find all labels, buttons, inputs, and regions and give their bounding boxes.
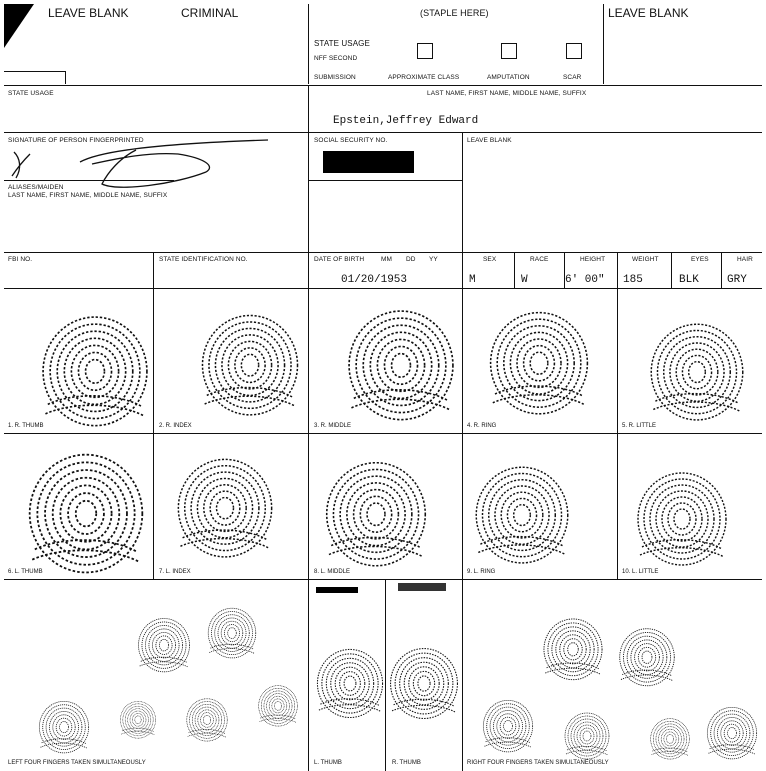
staple-here-label: (STAPLE HERE) (420, 8, 489, 18)
race-label: RACE (530, 256, 549, 263)
r-thumb-flat-label: R. THUMB (392, 760, 421, 766)
fingerprint-r-index (196, 298, 304, 428)
fingerprint-l-little (632, 462, 732, 572)
submission-label: SUBMISSION (314, 74, 356, 81)
state-id-label: STATE IDENTIFICATION NO. (159, 256, 248, 263)
weight-label: WEIGHT (632, 256, 659, 263)
finger-label-l-little: 10. L. LITTLE (622, 569, 659, 575)
state-usage-header-label: STATE USAGE (314, 39, 370, 48)
fingerprint-right-four-3 (562, 706, 612, 764)
approximate-class-label: APPROXIMATE CLASS (388, 74, 460, 81)
fingerprint-right-four-5 (648, 712, 692, 764)
dob-mm-label: MM (381, 256, 393, 263)
fingerprint-left-four-6 (256, 676, 300, 734)
fingerprint-r-thumb-flat (386, 612, 462, 752)
sex-label: SEX (483, 256, 497, 263)
finger-label-l-ring: 9. L. RING (467, 569, 496, 575)
signature-label: SIGNATURE OF PERSON FINGERPRINTED (8, 137, 144, 144)
fingerprint-r-little (644, 318, 750, 422)
fingerprint-left-four-4 (205, 594, 259, 670)
race-value[interactable]: W (521, 274, 528, 286)
finger-label-l-thumb: 6. L. THUMB (8, 569, 43, 575)
finger-label-l-index: 7. L. INDEX (159, 569, 191, 575)
fingerprint-right-four-6 (704, 700, 760, 764)
fingerprint-right-four-4 (616, 618, 678, 694)
fingerprint-l-ring (470, 450, 574, 576)
fingerprint-l-middle (320, 448, 432, 576)
height-label: HEIGHT (580, 256, 606, 263)
left-four-label: LEFT FOUR FINGERS TAKEN SIMULTANEOUSLY (8, 760, 146, 766)
fingerprint-right-four-2 (540, 606, 606, 690)
form-type-criminal: CRIMINAL (181, 6, 239, 20)
weight-value[interactable]: 185 (623, 274, 643, 286)
l-thumb-flat-label: L. THUMB (314, 760, 342, 766)
ssn-redaction (323, 151, 414, 173)
fingerprint-left-four-1 (36, 686, 92, 766)
leave-blank-box-label: LEAVE BLANK (467, 137, 512, 144)
nff-second-label: NFF SECOND (314, 55, 358, 62)
fingerprint-left-four-2 (118, 688, 158, 750)
fingerprint-r-thumb (36, 310, 154, 428)
dob-yy-label: YY (429, 256, 438, 263)
sex-value[interactable]: M (469, 274, 476, 286)
approximate-class-checkbox[interactable] (417, 43, 433, 59)
strip-mark-l (316, 587, 358, 593)
finger-label-r-thumb: 1. R. THUMB (8, 423, 44, 429)
dob-dd-label: DD (406, 256, 416, 263)
finger-label-r-middle: 3. R. MIDDLE (314, 423, 352, 429)
height-value[interactable]: 6' 00" (565, 274, 605, 286)
fingerprint-left-four-5 (184, 688, 230, 750)
finger-label-r-index: 2. R. INDEX (159, 423, 192, 429)
eyes-value[interactable]: BLK (679, 274, 699, 286)
aliases-label: ALIASES/MAIDEN (8, 184, 64, 191)
scar-label: SCAR (563, 74, 582, 81)
strip-mark-r (398, 583, 446, 591)
fingerprint-l-thumb (22, 446, 150, 576)
fingerprint-l-thumb-flat (313, 626, 387, 738)
name-value[interactable]: Epstein,Jeffrey Edward (333, 115, 479, 127)
corner-triangle-mark (4, 4, 34, 48)
finger-label-r-ring: 4. R. RING (467, 423, 497, 429)
amputation-checkbox[interactable] (501, 43, 517, 59)
finger-label-r-little: 5. R. LITTLE (622, 423, 657, 429)
dob-label: DATE OF BIRTH (314, 256, 365, 263)
eyes-label: EYES (691, 256, 709, 263)
hair-value[interactable]: GRY (727, 274, 747, 286)
fingerprint-left-four-3 (135, 598, 193, 690)
fingerprint-right-four-1 (480, 690, 536, 760)
dob-value[interactable]: 01/20/1953 (341, 274, 408, 286)
state-usage-label: STATE USAGE (8, 90, 54, 97)
hair-label: HAIR (737, 256, 753, 263)
finger-label-l-middle: 8. L. MIDDLE (314, 569, 351, 575)
fingerprint-l-index (172, 436, 278, 576)
amputation-label: AMPUTATION (487, 74, 530, 81)
fingerprint-r-ring (484, 296, 594, 426)
leave-blank-left: LEAVE BLANK (48, 6, 129, 20)
right-four-label: RIGHT FOUR FINGERS TAKEN SIMULTANEOUSLY (467, 760, 609, 766)
fbi-no-label: FBI NO. (8, 256, 33, 263)
aliases-sublabel: LAST NAME, FIRST NAME, MIDDLE NAME, SUFFIX (8, 192, 168, 199)
fingerprint-r-middle (342, 294, 460, 432)
name-field-label: LAST NAME, FIRST NAME, MIDDLE NAME, SUFFIX (427, 90, 587, 97)
ssn-label: SOCIAL SECURITY NO. (314, 137, 388, 144)
scar-checkbox[interactable] (566, 43, 582, 59)
leave-blank-right: LEAVE BLANK (608, 6, 689, 20)
